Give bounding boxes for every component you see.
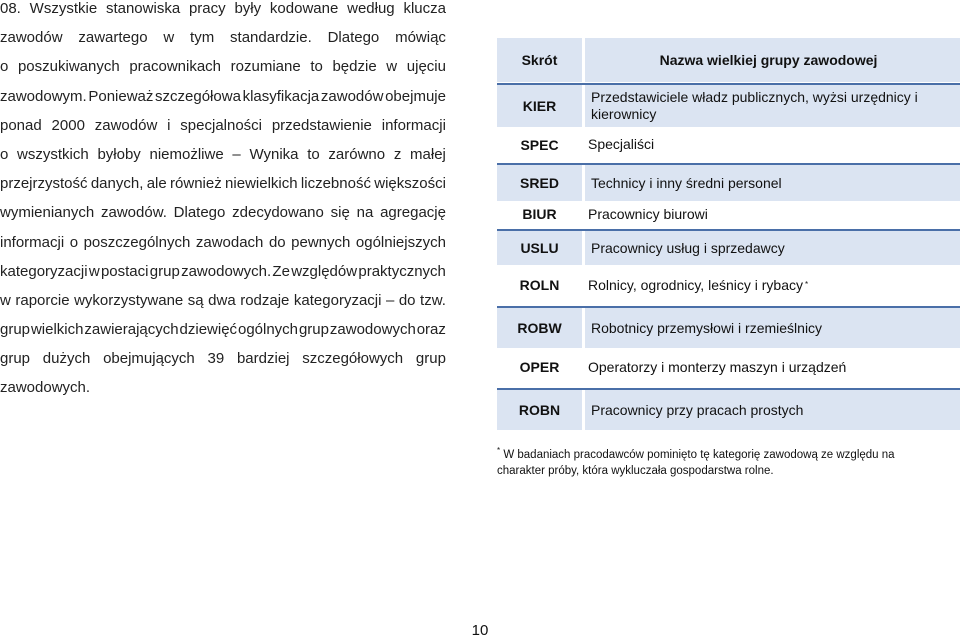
group-abbr: SRED [497, 165, 582, 201]
paragraph-word: kategoryzacji [0, 262, 88, 280]
paragraph-word: grup [415, 350, 446, 368]
group-name [582, 199, 960, 229]
paragraph-word: tzw. [420, 291, 446, 309]
paragraph-word: o [0, 58, 9, 76]
paragraph-word: ujęciu [406, 58, 446, 76]
paragraph-word: informacji [381, 116, 446, 134]
group-name-text: Operatorzy i monterzy maszyn i urządzeń [588, 358, 847, 375]
paragraph-word: 39 [207, 350, 225, 368]
paragraph-word: Wynika [249, 145, 299, 163]
paragraph-word: to [310, 58, 323, 76]
paragraph-word: ale [146, 175, 167, 193]
paragraph-word: z [393, 145, 402, 163]
paragraph-word: zawodowych. [0, 379, 91, 397]
paragraph-word: postaci [100, 262, 149, 280]
paragraph-word: dużych [42, 350, 91, 368]
paragraph-word: Ponieważ [88, 87, 154, 105]
paragraph-line [0, 58, 446, 87]
paragraph-word: ponad [0, 116, 42, 134]
group-abbr: ROBN [497, 390, 582, 430]
paragraph-word: praktycznych [358, 262, 446, 280]
paragraph-word: wymienianych [0, 204, 95, 222]
paragraph-word: obejmuje [385, 87, 446, 105]
paragraph-word: wykorzystywane [74, 291, 184, 309]
group-name [582, 127, 960, 162]
paragraph-word: Ze [272, 262, 290, 280]
paragraph-word: się [330, 204, 350, 222]
paragraph-word: poszukiwanych [17, 58, 120, 76]
paragraph-word: są [187, 291, 204, 309]
paragraph-word: pewnych [291, 233, 351, 251]
paragraph-word: niemożliwe [149, 145, 224, 163]
paragraph-word: zarówno [328, 145, 386, 163]
paragraph-word: – [385, 291, 395, 309]
paragraph-word: ogólnych [237, 321, 299, 339]
table-row [497, 199, 960, 229]
group-name-text: Pracownicy przy pracach prostych [591, 401, 804, 418]
header-abbr: Skrót [497, 38, 582, 82]
paragraph-word: specjalności [180, 116, 263, 134]
table-row [497, 229, 960, 265]
paragraph-word: obejmujących [103, 350, 195, 368]
paragraph-line [0, 379, 446, 408]
paragraph-word: 08. [0, 0, 21, 17]
paragraph-word: zawodów [320, 87, 384, 105]
paragraph-word: grup [298, 321, 329, 339]
group-name [585, 308, 960, 348]
group-abbr: OPER [519, 359, 560, 375]
paragraph-word: raporcie [15, 291, 70, 309]
group-name-text: Specjaliści [588, 136, 655, 152]
group-name [585, 85, 960, 127]
paragraph-word: to [307, 145, 320, 163]
paragraph-word: wszystkich [17, 145, 89, 163]
paragraph-word: większości [374, 175, 446, 193]
paragraph-word: 2000 [51, 116, 85, 134]
paragraph-line [0, 350, 446, 379]
paragraph-word: klucza [403, 0, 446, 17]
table-row [497, 83, 960, 127]
paragraph-word: niewielkich [225, 175, 298, 193]
paragraph-word: również [170, 175, 222, 193]
table-header-row [497, 38, 960, 82]
paragraph-word: zawodów [94, 116, 158, 134]
paragraph-word: w [386, 58, 398, 76]
group-name-text: Rolnicy, ogrodnicy, leśnicy i rybacy [588, 276, 804, 293]
paragraph-word: w [163, 29, 175, 47]
paragraph-word: Dlatego [173, 204, 226, 222]
paragraph-word: bardziej [236, 350, 290, 368]
header-name: Nazwa wielkiej grupy zawodowej [585, 38, 960, 82]
paragraph-word: agregację [380, 204, 446, 222]
table-row [497, 306, 960, 348]
paragraph-line [0, 204, 446, 233]
paragraph-line [0, 29, 446, 58]
page-number: 10 [471, 622, 489, 639]
paragraph-word: dwa [208, 291, 236, 309]
table-row [497, 127, 960, 162]
paragraph-line [0, 117, 446, 146]
paragraph-line [0, 263, 446, 292]
paragraph-word: – [232, 145, 241, 163]
paragraph-word: na [356, 204, 374, 222]
paragraph-word: poszczególnych [83, 233, 191, 251]
paragraph-word: mówiąc [395, 29, 446, 47]
paragraph-line [0, 292, 446, 321]
paragraph-word: zawierających [84, 321, 179, 339]
paragraph-word: i [167, 116, 171, 134]
paragraph-line [0, 146, 446, 175]
paragraph-word: danych, [90, 175, 144, 193]
group-name-text: Robotnicy przemysłowi i rzemieślnicy [591, 319, 823, 336]
group-name [585, 165, 960, 201]
group-abbr: KIER [497, 85, 582, 127]
paragraph-word: względów [291, 262, 358, 280]
paragraph-word: informacji [0, 233, 65, 251]
paragraph-word: przejrzystość [0, 175, 88, 193]
footnote [497, 447, 937, 479]
footnote-text: W badaniach pracodawców pominięto tę kategorię zawodową ze względu na charakter próby, która wykluczała gospodarstwa rolne. [497, 449, 895, 477]
paragraph-line [0, 234, 446, 263]
paragraph-word: o [69, 233, 79, 251]
paragraph-word: zawartego [78, 29, 148, 47]
group-name-text: Technicy i inny średni personel [591, 174, 782, 191]
paragraph-word: według [347, 0, 395, 17]
paragraph-word: stanowiska [105, 0, 181, 17]
paragraph-word: szczegółowa [155, 87, 241, 105]
group-name [582, 347, 960, 387]
paragraph-word: w [88, 262, 100, 280]
group-abbr: SPEC [520, 136, 559, 153]
paragraph-line [0, 321, 446, 350]
paragraph-word: liczebność [300, 175, 371, 193]
group-name-text: Przedstawiciele władz publicznych, wyżsi urzędnicy i kierownicy [591, 89, 918, 122]
paragraph-word: ogólniejszych [355, 233, 446, 251]
paragraph-word: rodzaje [240, 291, 290, 309]
paragraph-word: szczegółowych [302, 350, 404, 368]
table-row [497, 163, 960, 201]
paragraph-word: o [0, 145, 9, 163]
paragraph-word: będzie [332, 58, 377, 76]
table-row [497, 265, 960, 305]
paragraph-word: zawodowych. [181, 262, 272, 280]
paragraph-word: rozumiane [230, 58, 301, 76]
paragraph-word: wielkich [30, 321, 84, 339]
footnote-mark: * [497, 446, 501, 456]
paragraph-word: do [268, 233, 286, 251]
paragraph-word: byłoby [97, 145, 141, 163]
paragraph-word: małej [410, 145, 446, 163]
paragraph-word: zawodów [0, 29, 63, 47]
paragraph-word: dziewięć [179, 321, 238, 339]
paragraph-word: zawodowym. [0, 87, 87, 105]
paragraph-line [0, 175, 446, 204]
paragraph-word: standardzie. [230, 29, 312, 47]
body-paragraph [0, 0, 446, 409]
group-name-text: Pracownicy biurowi [588, 205, 708, 222]
paragraph-word: do [398, 291, 416, 309]
group-abbr: USLU [497, 231, 582, 265]
paragraph-word: kategoryzacji [293, 291, 382, 309]
paragraph-line [0, 0, 446, 29]
group-name [585, 390, 960, 430]
paragraph-word: Wszystkie [29, 0, 98, 17]
paragraph-word: Dlatego [327, 29, 380, 47]
paragraph-word: zawodach [195, 233, 264, 251]
table-row [497, 347, 960, 387]
group-abbr: ROLN [519, 277, 560, 293]
paragraph-word: pracy [188, 0, 226, 17]
paragraph-word: klasyfikacja [242, 87, 320, 105]
paragraph-word: grup [149, 262, 180, 280]
paragraph-word: pracownikach [129, 58, 222, 76]
paragraph-word: były [234, 0, 262, 17]
paragraph-word: zawodowych [329, 321, 416, 339]
paragraph-word: zawodów. [101, 204, 167, 222]
paragraph-line [0, 88, 446, 117]
group-name-text: Pracownicy usług i sprzedawcy [591, 239, 785, 256]
group-abbr: ROBW [497, 308, 582, 348]
paragraph-word: przedstawienie [271, 116, 372, 134]
group-abbr: BIUR [522, 206, 557, 222]
group-name: Rolnicy, ogrodnicy, leśnicy i rybacy * [588, 276, 809, 293]
paragraph-word: tym [190, 29, 215, 47]
table-row [497, 388, 960, 430]
paragraph-word: w [0, 291, 11, 309]
paragraph-word: oraz [416, 321, 446, 339]
paragraph-word: kodowane [269, 0, 339, 17]
group-name [585, 231, 960, 265]
paragraph-word: zdecydowano [232, 204, 324, 222]
paragraph-word: grup [0, 321, 31, 339]
paragraph-word: grup [0, 350, 31, 368]
